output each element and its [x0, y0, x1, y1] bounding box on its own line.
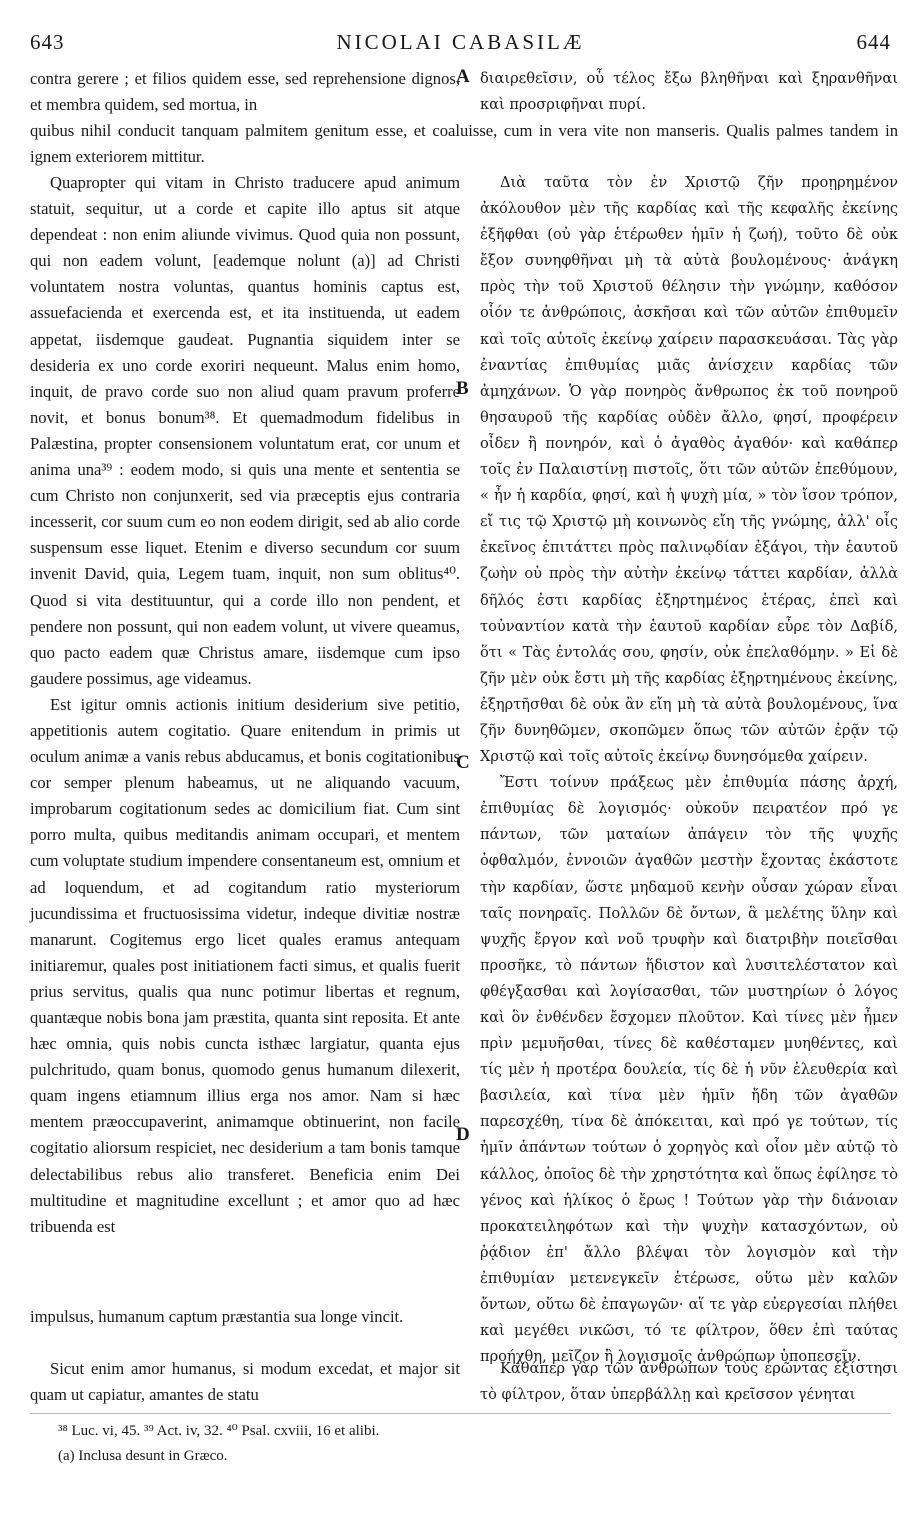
latin-paragraph: Est igitur omnis actionis initium desiderium sive petitio, appetitionis autem cogitatio. Quare enitendum in primis ut oculum animæ a vanis rebus abducamus, et bonis cogitationibus cor semper plenum habeamus, ut ne aliquando vacuum, improbarum cogitationum sedes ac domicilium fiat. Cum sint porro multa, quibus meditandis animam occupari, et mentem cum voluptate studium impendere consentaneum est, omnium et ad loquendum, et ad cogitandum ratio mysteriorum jucundissima et fructuosissima videtur, indeque divitiæ nostræ manarunt. Cogitemus ergo licet quales eramus antequam initiaremur, quales post initiationem facti simus, et qualis fuerit prius servitus, qualis qua nunc potimur libertas et regnum, quantæque nobis bona jam præstita, quanta sint reposita. Et ante hæc omnia, quis nobis cuncta isthæc largiatur, quanta ejus pulchritudo, quam bonus, quomodo genus humanum dilexerit, quam ingens etiamnum illius erga nos amor. Nam si hæc mentem præoccupaverint, animamque obtinuerint, non facile cogitatio aliorsum respiciet, nec desiderium a tam bonis tamque delectabilibus rebus alio transferet. Beneficia enim Dei multitudine et magnitudine excellunt ; et amor quo ad hæc tribuenda est — [30, 694, 460, 1236]
margin-letter-d: D — [456, 1124, 470, 1145]
greek-top-continuation: διαιρεθεῖσιν, οὗ τέλος ἔξω βληθῆναι καὶ ξηρανθῆναι καὶ προσριφῆναι πυρί. — [480, 70, 898, 114]
greek-paragraph: Διὰ ταῦτα τὸν ἐν Χριστῷ ζῆν προῃρημένον ἀκόλουθον μὲν τῆς καρδίας καὶ τῆς κεφαλῆς ἐκείνης ἐξῆφθαι (οὐ γὰρ ἑτέρωθεν ἡμῖν ἡ ζωή), τοῦτο δὲ οὐκ ἔξον συνηφθῆναι μὴ τὰ αὐτὰ βουλομένους· ἀνάγκη πρὸς τὴν τοῦ Χριστοῦ θέλησιν τὴν γνώμην, καθόσον οἷόν τε ἀνθρώποις, ἀσκῆσαι καὶ τῶν αὐτῶν ἐπιθυμεῖν καὶ τοῖς αὐτοῖς ἐκείνῳ χαίρειν παρασκευάσαι. Τὰς γὰρ ἐναντίας ἐπιθυμίας μιᾶς ἀνίσχειν καρδίας τῶν ἀμηχάνων. Ὁ γὰρ πονηρὸς ἄνθρωπος ἐκ τοῦ πονηροῦ θησαυροῦ τῆς καρδίας οὐδὲν ἄλλο, φησί, προφέρειν οἶδεν ἢ πονηρόν, καὶ ὁ ἀγαθὸς ἀγαθόν· καὶ καθάπερ τοῖς ἐν Παλαιστίνῃ πιστοῖς, ὅτι τῶν αὐτῶν ἐπεθύμουν, « ἦν ἡ καρδία, φησί, καὶ ἡ ψυχὴ μία, » τὸν ἴσον τρόπον, εἴ τις τῷ Χριστῷ μὴ κοινωνὸς εἴη τῆς γνώμης, ἀλλ' οἷς ἐκεῖνος ἐπιτάττει πρὸς παλινῳδίαν ἐξάγοι, τὴν ἑαυτοῦ ζωὴν οὐ πρὸς τὴν αὐτὴν ἐκείνῳ τάττει καρδίαν, ἀλλὰ δῆλός ἐστι καρδίας ἐξηρτημένος ἑτέρας, ἐπεὶ καὶ τοὐναντίον κατὰ τὴν ἑαυτοῦ καρδίαν εὗρε τὸν Δαβίδ, ὅτι « Τὰς ἐντολάς σου, φησίν, οὐκ ἐπελαθόμην. » Εἰ δὲ ζῆν μὲν οὐκ ἔστι μὴ τῆς καρδίας ἐξηρτημένους ἐκείνης, ἐξηρτῆσθαι δὲ οὐκ ἂν εἴη μὴ τὰ αὐτὰ βουλομένους, ἵνα ζῆν δυνηθῶμεν, σκοπῶμεν ὅπως τῶν αὐτῶν ἐρᾷν τῷ Χριστῷ καὶ τοῖς αὐτοῖς ἐκείνῳ δυνησόμεθα χαίρειν. — [480, 174, 898, 766]
margin-letter-b: B — [456, 378, 469, 399]
page-number-right: 644 — [856, 30, 891, 54]
latin-top-continuation: contra gerere ; et filios quidem esse, sed reprehensione dignos, et membra quidem, sed mortua, in — [30, 69, 460, 115]
footnote-divider — [30, 1413, 891, 1414]
margin-letter-c: C — [456, 752, 470, 773]
latin-column — [30, 170, 460, 1240]
latin-paragraph: Sicut enim amor humanus, si modum excedat, et major sit quam ut capiatur, amantes de statu — [30, 1359, 460, 1405]
running-title: NICOLAI CABASILÆ — [336, 30, 585, 54]
latin-wide-line: quibus nihil conducit tanquam palmitem genitum esse, et coaluisse, cum in vera vite non manseris. Qualis palmes tandem in ignem exteriorem mittitur. — [30, 121, 898, 167]
latin-paragraph: Quapropter qui vitam in Christo traducere apud animum statuit, sequitur, ut a corde et capite illo aptus sit atque dependeat : non enim aliunde vivimus. Quod quia non possunt, qui non eadem volunt, [eademque nolunt (a)] ad Christi voluntatem nostra voluntas, quantus hominis captus est, assuefacienda et exercenda est, et ita instituenda, ut eadem appetat, iisdemque gaudeat. Pugnantia siquidem inter se desideria ex uno corde exoriri nequeunt. Malus enim homo, inquit, de pravo corde suo non aliud quam pravum proferre novit, et bonus bonum³⁸. Et quemadmodum fidelibus in Palæstina, propter consensionem voluntatum erat, cor unum et anima una³⁹ : eodem modo, si quis una mente et sententia se cum Christo non conjunxerit, sed via præceptis ejus contraria incesserit, cor suum cum eo non eodem dirigit, sed ab alio corde suspensum esse liquet. Etenim e diverso secundum cor suum invenit David, quia, Legem tuam, inquit, non sum oblitus⁴⁰. Quod si vita destituuntur, qui a corde illo non pendent, et pendere non possunt, qui non eadem volunt, ut vivere queamus, quo pacto eadem quæ Christus amare, iisdemque cum ipso gaudere possimus, age videamus. — [30, 173, 460, 688]
latin-wide-line: impulsus, humanum captum præstantia sua longe vincit. — [30, 1307, 404, 1326]
page-number-left: 643 — [30, 30, 65, 54]
margin-letter-a: A — [456, 66, 470, 87]
greek-paragraph: Ἔστι τοίνυν πράξεως μὲν ἐπιθυμία πάσης ἀρχή, ἐπιθυμίας δὲ λογισμός· οὐκοῦν πειρατέον πρό γε πάντων, τῶν ματαίων ἀπάγειν τὸν τῆς ψυχῆς ὀφθαλμόν, ἐννοιῶν ἀγαθῶν μεστὴν ἔχοντας ἑκάστοτε τὴν καρδίαν, ὥστε μηδαμοῦ κενὴν οὖσαν χώραν εἶναι ταῖς πονηραῖς. Πολλῶν δὲ ὄντων, ἃ μελέτης ὕλην καὶ ψυχῆς ἔργον καὶ νοῦ τρυφὴν καὶ διατριβὴν ποιεῖσθαι προσῆκε, τὸ πάντων ἥδιστον καὶ λυσιτελέστατον καὶ φθέγξασθαι καὶ λογίσασθαι, τῶν μυστηρίων ὁ λόγος καὶ ὃν ἐνθένδεν ἔσχομεν πλοῦτον. Καὶ τίνες μὲν ἦμεν πρὶν μεμυῆσθαι, τίνες δὲ καθέσταμεν μυηθέντες, καὶ τίς μὲν ἡ προτέρα δουλεία, τίς δὲ ἡ νῦν ἐλευθερία καὶ βασιλεία, καὶ τίνα μὲν ἡμῖν ἤδη τῶν ἀγαθῶν παρεσχέθη, τίνα δὲ ἀπόκειται, καὶ πρό γε τούτων, τίς ἡμῖν ἁπάντων τούτων ὁ χορηγὸς καὶ οἷον μὲν αὐτῷ τὸ κάλλος, ὁποῖος δὲ τὴν χρηστότητα καὶ ὅπως ἐφίλησε τὸ γένος καὶ ἡλίκος ὁ ἔρως ! Τούτων γὰρ τὴν διάνοιαν προκατειληφότων καὶ τὴν ψυχὴν κατασχόντων, οὐ ῥᾴδιον ἐπ' ἄλλο βλέψαι τὸν λογισμὸν καὶ τὴν ἐπιθυμίαν μετενεγκεῖν ἑτέρωσε, οὕτω μὲν καλῶν ὄντων, οὕτω δὲ ἐπαγωγῶν· αἵ τε γὰρ εὐεργεσίαι πλήθει καὶ μεγέθει νικῶσι, τό τε φίλτρον, ὅθεν ἐπὶ ταύτας προήχθη, μεῖζον ἢ λογισμοῖς ἀνθρώπων ὑποπεσεῖν. — [480, 774, 898, 1366]
greek-column — [480, 170, 898, 1370]
footnote-note: (a) Inclusa desunt in Græco. — [58, 1448, 228, 1464]
footnote-references: ³⁸ Luc. vi, 45. ³⁹ Act. iv, 32. ⁴⁰ Psal. cxviii, 16 et alibi. — [58, 1423, 380, 1439]
greek-bottom — [480, 1356, 898, 1408]
greek-paragraph: Καθάπερ γὰρ τῶν ἀνθρώπων τοὺς ἐρῶντας ἐξίστησι τὸ φίλτρον, ὅταν ὑπερβάλλῃ καὶ κρεῖσσον γένηται — [480, 1360, 898, 1404]
latin-bottom — [30, 1356, 460, 1408]
